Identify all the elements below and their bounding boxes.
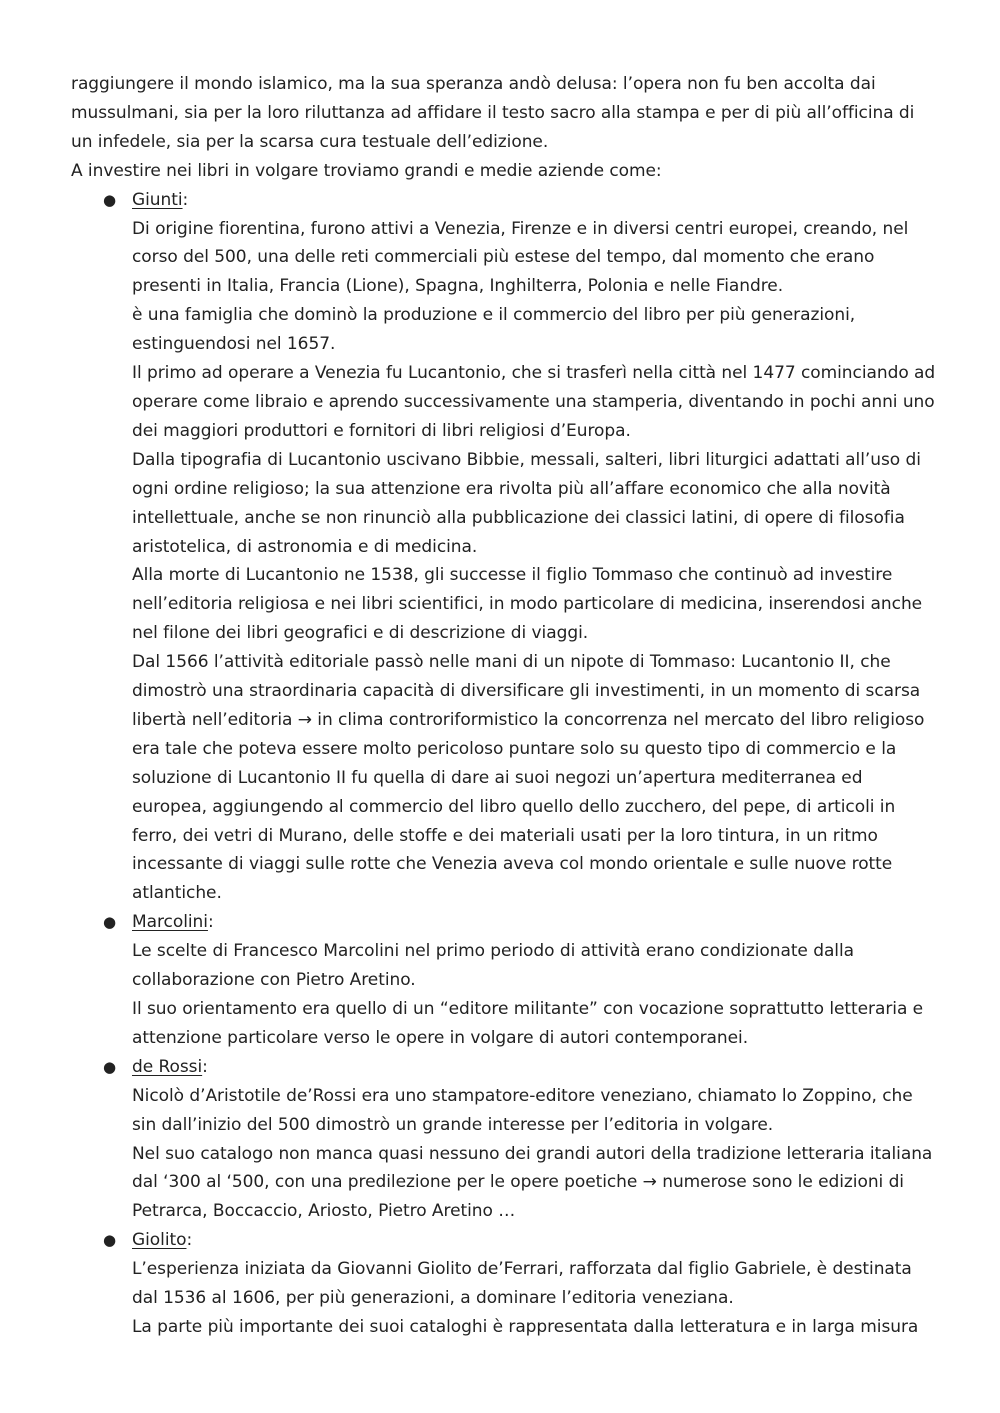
section-marcolini — [71, 908, 939, 1053]
intro-lead: A investire nei libri in volgare troviamo grandi e medie aziende come: — [71, 160, 662, 181]
section-paragraph: Alla morte di Lucantonio ne 1538, gli successe il figlio Tommaso che continuò ad investire nell’editoria religiosa e nei libri scientifici, in modo particolare di medicina, inserendosi anche nel filone dei libri geografici e di descrizione di viaggi. — [132, 565, 923, 644]
section-paragraph: Le scelte di Francesco Marcolini nel primo periodo di attività erano condizionate dalla collaborazione con Pietro Aretino. — [132, 941, 855, 991]
section-heading-line — [132, 908, 939, 937]
section-de-rossi — [71, 1053, 939, 1226]
section-paragraph: L’esperienza iniziata da Giovanni Giolito de’Ferrari, rafforzata dal figlio Gabriele, è destinata dal 1536 al 1606, per più generazioni, a dominare l’editoria veneziana. — [132, 1259, 912, 1309]
bullet-icon: ● — [103, 190, 117, 209]
heading-colon: : — [186, 1230, 193, 1251]
bullet-icon: ● — [103, 1231, 117, 1250]
section-heading: de Rossi — [132, 1056, 203, 1077]
heading-colon: : — [202, 1056, 208, 1077]
section-giolito — [71, 1226, 939, 1342]
section-heading: Marcolini — [132, 912, 208, 933]
bullet-icon: ● — [103, 1057, 117, 1076]
section-paragraph: Nicolò d’Aristotile de’Rossi era uno stampatore-editore veneziano, chiamato lo Zoppino, che sin dall’inizio del 500 dimostrò un grande interesse per l’editoria in volgare. — [132, 1085, 913, 1135]
section-heading-line — [132, 186, 939, 215]
section-paragraph: La parte più importante dei suoi cataloghi è rappresentata dalla letteratura e in larga misura — [132, 1316, 919, 1337]
section-heading: Giunti — [132, 189, 183, 210]
section-paragraph: è una famiglia che dominò la produzione e il commercio del libro per più generazioni, estinguendosi nel 1657. — [132, 305, 856, 355]
section-paragraph: Dal 1566 l’attività editoriale passò nelle mani di un nipote di Tommaso: Lucantonio II, che dimostrò una straordinaria capacità di diversificare gli investimenti, in un momento di scarsa libertà nell’editoria → in clima controriformistico la concorrenza nel mercato del libro religioso era tale che poteva essere molto pericoloso puntare solo su questo tipo di commercio e la soluzione di Lucantonio II fu quella di dare ai suoi negozi un’apertura mediterranea ed europea, aggiungendo al commercio del libro quello dello zucchero, del pepe, di articoli in ferro, dei vetri di Murano, delle stoffe e dei materiali usati per la loro tintura, in un ritmo incessante di viaggi sulle rotte che Venezia aveva col mondo orientale e sulle nuove rotte atlantiche. — [132, 652, 925, 904]
section-heading-line — [132, 1226, 939, 1255]
section-giunti — [71, 186, 939, 909]
document-page — [71, 70, 939, 1342]
bullet-icon: ● — [103, 913, 117, 932]
intro-paragraph: raggiungere il mondo islamico, ma la sua speranza andò delusa: l’opera non fu ben accolta dai mussulmani, sia per la loro riluttanza ad affidare il testo sacro alla stampa e per di più all’officina di un infedele, sia per la scarsa cura testuale dell’edizione. — [71, 74, 915, 152]
section-paragraph: Il primo ad operare a Venezia fu Lucantonio, che si trasferì nella città nel 1477 cominciando ad operare come libraio e aprendo successivamente una stamperia, diventando in pochi anni uno dei maggiori produttori e fornitori di libri religiosi d’Europa. — [132, 363, 936, 441]
section-paragraph: Dalla tipografia di Lucantonio uscivano Bibbie, messali, salteri, libri liturgici adattati all’uso di ogni ordine religioso; la sua attenzione era rivolta più all’affare economico che alla novità intellettuale, anche se non rinunciò alla pubblicazione dei classici latini, di opere di filosofia aristotelica, di astronomia e di medicina. — [132, 449, 921, 557]
section-paragraph: Il suo orientamento era quello di un “editore militante” con vocazione soprattutto letteraria e attenzione particolare verso le opere in volgare di autori contemporanei. — [132, 999, 924, 1048]
section-heading: Giolito — [132, 1230, 187, 1251]
heading-colon: : — [182, 189, 189, 210]
section-paragraph: Nel suo catalogo non manca quasi nessuno dei grandi autori della tradizione letteraria italiana dal ‘300 al ‘500, con una predilezione per le opere poetiche → numerose sono le edizioni di Petrarca, Boccaccio, Ariosto, Pietro Aretino … — [132, 1143, 933, 1222]
publisher-list — [71, 186, 939, 1342]
heading-colon: : — [207, 912, 214, 933]
section-heading-line — [132, 1053, 939, 1082]
section-paragraph: Di origine fiorentina, furono attivi a Venezia, Firenze e in diversi centri europei, creando, nel corso del 500, una delle reti commerciali più estese del tempo, dal momento che erano presenti in Italia, Francia (Lione), Spagna, Inghilterra, Polonia e nelle Fiandre. — [132, 218, 909, 297]
